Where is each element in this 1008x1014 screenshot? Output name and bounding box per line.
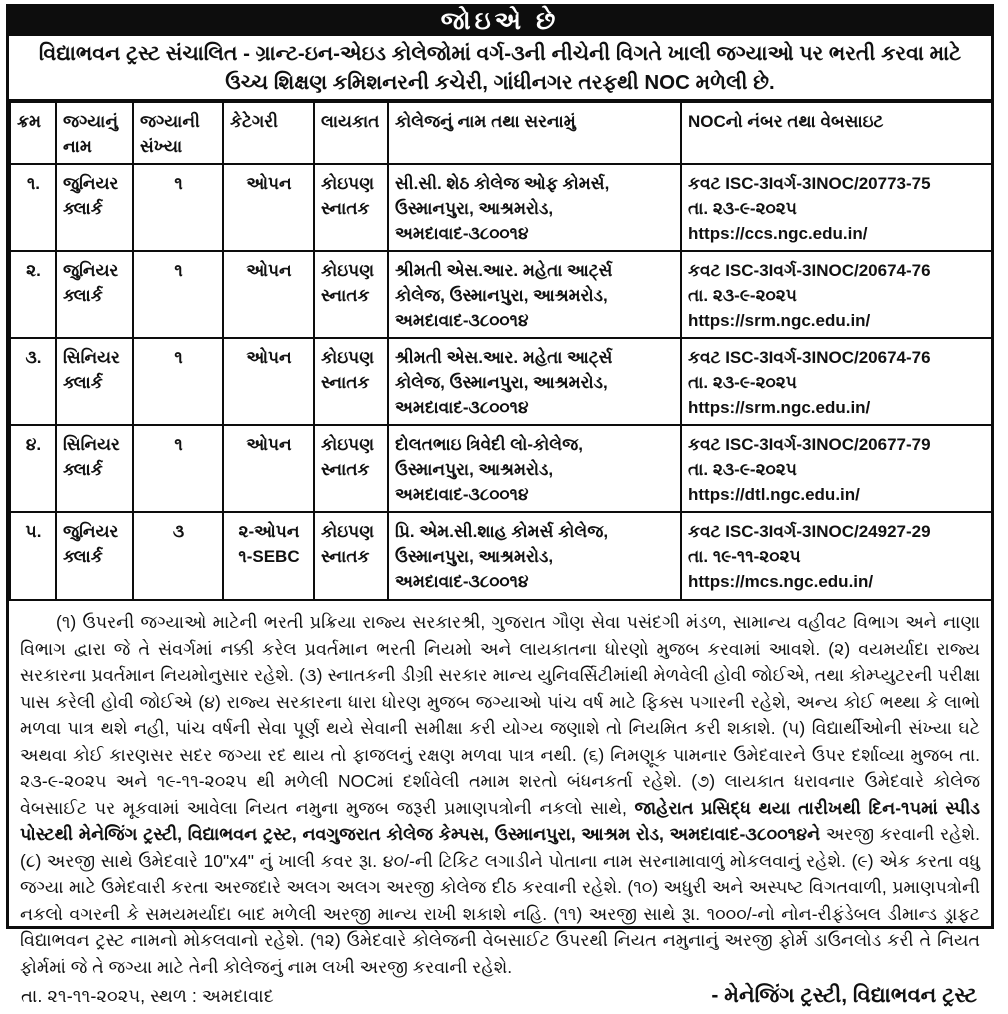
cell-post-name: સિનિયર ક્લાર્ક	[56, 425, 133, 512]
cell-college-address: શ્રીમતી એસ.આર. મહેતા આર્ટ્સ કોલેજ, ઉસ્માનપુરા, આશ્રમરોડ, અમદાવાદ-૩૮૦૦૧૪	[388, 251, 681, 338]
cell-post-name: સિનિયર ક્લાર્ક	[56, 338, 133, 425]
table-row	[10, 512, 992, 600]
cell-category: ઓપન	[223, 338, 314, 425]
header-college: કોલેજનું નામ તથા સરનામું	[388, 102, 681, 164]
cell-category: ઓપન	[223, 251, 314, 338]
cell-post-count: ૩	[133, 512, 223, 600]
table-header-row	[10, 102, 992, 164]
cell-post-count: ૧	[133, 164, 223, 251]
date-and-place: તા. ૨૧-૧૧-૨૦૨૫, સ્થળ : અમદાવાદ	[21, 986, 274, 1006]
cell-post-name: જુનિયર ક્લાર્ક	[56, 512, 133, 600]
cell-college-address: સી.સી. શેઠ કોલેજ ઓફ કોમર્સ, ઉસ્માનપુરા, આશ્રમરોડ, અમદાવાદ-૩૮૦૦૧૪	[388, 164, 681, 251]
vacancy-table	[9, 101, 993, 601]
table-row	[10, 164, 992, 251]
cell-serial: ૪.	[10, 425, 56, 512]
cell-post-count: ૧	[133, 338, 223, 425]
table-row	[10, 251, 992, 338]
table-row	[10, 338, 992, 425]
cell-noc-details: કવટ ISC-3Iવર્ગ-3INOC/20773-75 તા. ૨૩-૯-૨૦૨૫ https://ccs.ngc.edu.in/	[681, 164, 992, 251]
table-row	[10, 425, 992, 512]
cell-qualification: કોઇપણ સ્નાતક	[314, 512, 388, 600]
header-qualification: લાયકાત	[314, 102, 388, 164]
cell-college-address: શ્રીમતી એસ.આર. મહેતા આર્ટ્સ કોલેજ, ઉસ્માનપુરા, આશ્રમરોડ, અમદાવાદ-૩૮૦૦૧૪	[388, 338, 681, 425]
notes-text-1: (૧) ઉપરની જગ્યાઓ માટેની ભરતી પ્રક્રિયા રાજ્ય સરકારશ્રી, ગુજરાત ગૌણ સેવા પસંદગી મંડળ, સામાન્ય વહીવટ વિભાગ અને નાણા વિભાગ દ્વારા જે તે સંવર્ગમાં નક્કી કરેલ પ્રવર્તમાન ભરતી નિયમો અને લાયકાતના ધોરણો મુજબ કરવામાં આવશે. (૨) વયમર્યાદા રાજ્ય સરકારના પ્રવર્તમાન નિયમોનુસાર રહેશે. (૩) સ્નાતકની ડીગ્રી સરકાર માન્ય યુનિવર્સિટીમાંથી મેળવેલી હોવી જોઈએ, તથા કોમ્પ્યુટરની પરીક્ષા પાસ કરેલી હોવી જોઈએ (૪) રાજ્ય સરકારના ધારા ધોરણ મુજબ જગ્યાઓ પાંચ વર્ષ માટે ફિક્સ પગારની રહેશે, અન્ય કોઈ ભથ્થા કે લાભો મળવા પાત્ર થશે નહી, પાંચ વર્ષની સેવા પૂર્ણ થયે સેવાની સમીક્ષા કરી યોગ્ય જણાશે તો નિયમિત કરી શકાશે. (૫) વિદ્યાર્થીઓની સંખ્યા ઘટે અથવા કોઈ કારણસર સદર જગ્યા રદ થાય તો ફાજલનું રક્ષણ મળવા પાત્ર નથી. (૬) નિમણૂક પામનાર ઉમેદવારને ઉપર દર્શાવ્યા મુજબ તા. ૨૩-૯-૨૦૨૫ અને ૧૯-૧૧-૨૦૨૫ થી મળેલી NOCમાં દર્શાવેલી તમામ શરતો બંધનકર્તા રહેશે. (૭) લાયકાત ધરાવનાર ઉમેદવારે કોલેજ વેબસાઈટ પર મૂકવામાં આવેલા નિયત નમુના મુજબ જરૂરી પ્રમાણપત્રોની નકલો સાથે,	[20, 612, 980, 818]
cell-qualification: કોઇપણ સ્નાતક	[314, 164, 388, 251]
cell-post-name: જુનિયર ક્લાર્ક	[56, 164, 133, 251]
cell-noc-details: કવટ ISC-3Iવર્ગ-3INOC/20677-79 તા. ૨૩-૯-૨૦૨૫ https://dtl.ngc.edu.in/	[681, 425, 992, 512]
cell-post-name: જુનિયર ક્લાર્ક	[56, 251, 133, 338]
cell-category: ૨-ઓપન ૧-SEBC	[223, 512, 314, 600]
cell-category: ઓપન	[223, 164, 314, 251]
cell-noc-details: કવટ ISC-3Iવર્ગ-3INOC/20674-76 તા. ૨૩-૯-૨૦૨૫ https://srm.ngc.edu.in/	[681, 338, 992, 425]
cell-serial: ૩.	[10, 338, 56, 425]
cell-college-address: દોલતભાઇ ત્રિવેદી લો-કોલેજ, ઉસ્માનપુરા, આશ્રમરોડ, અમદાવાદ-૩૮૦૦૧૪	[388, 425, 681, 512]
cell-college-address: પ્રિ. એમ.સી.શાહ કોમર્સ કોલેજ, ઉસ્માનપુરા, આશ્રમરોડ, અમદાવાદ-૩૮૦૦૧૪	[388, 512, 681, 600]
cell-qualification: કોઇપણ સ્નાતક	[314, 338, 388, 425]
terms-and-conditions	[9, 601, 991, 984]
cell-post-count: ૧	[133, 425, 223, 512]
header-noc: NOCનો નંબર તથા વેબસાઇટ	[681, 102, 992, 164]
cell-noc-details: કવટ ISC-3Iવર્ગ-3INOC/24927-29 તા. ૧૯-૧૧-૨૦૨૫ https://mcs.ngc.edu.in/	[681, 512, 992, 600]
page-title: જોઇએ છે	[440, 7, 560, 35]
cell-qualification: કોઇપણ સ્નાતક	[314, 425, 388, 512]
header-category: કેટેગરી	[223, 102, 314, 164]
intro-text: વિદ્યાભવન ટ્રસ્ટ સંચાલિત - ગ્રાન્ટ-ઇન-એઇડ કોલેજોમાં વર્ગ-૩ની નીચેની વિગતે ખાલી જગ્યાઓ પર ભરતી કરવા માટે ઉચ્ચ શિક્ષણ કમિશનરની કચેરી, ગાંધીનગર તરફથી NOC મળેલી છે.	[9, 36, 991, 101]
cell-noc-details: કવટ ISC-3Iવર્ગ-3INOC/20674-76 તા. ૨૩-૯-૨૦૨૫ https://srm.ngc.edu.in/	[681, 251, 992, 338]
notes-text-2: અરજી કરવાની રહેશે. (૮) અરજી સાથે ઉમેદવારે 10"x4" નું ખાલી કવર રૂા. ૪૦/-ની ટિકિટ લગાડીને પોતાના નામ સરનામાવાળું મોકલવાનું રહેશે. (૯) એક કરતા વધુ જગ્યા માટે ઉમેદવારી કરતા અરજદારે અલગ અલગ અરજી કોલેજ દીઠ કરવાની રહેશે. (૧૦) અધુરી અને અસ્પષ્ટ વિગતવાળી, પ્રમાણપત્રોની નકલો વગરની કે સમયમર્યાદા બાદ મળેલી અરજી માન્ય રાખી શકાશે નહિ. (૧૧) અરજી સાથે રૂા. ૧૦૦૦/-નો નોન-રીફંડેબલ ડીમાન્ડ ડ્રાફટ વિદ્યાભવન ટ્રસ્ટ નામનો મોકલવાનો રહેશે. (૧૨) ઉમેદવારે કોલેજની વેબસાઈટ ઉપરથી નિયત નમુનાનું અરજી ફોર્મ ડાઉનલોડ કરી તે નિયત ફોર્મમાં જે તે જગ્યા માટે તેની કોલેજનું નામ લખી અરજી કરવાની રહેશે.	[20, 824, 980, 977]
footer-row	[9, 984, 991, 1014]
cell-post-count: ૧	[133, 251, 223, 338]
cell-category: ઓપન	[223, 425, 314, 512]
notes-text-bold: જાહેરાત પ્રસિદ્ધ થયા તારીખથી દિન-૧૫માં સ્પીડ પોસ્ટથી મેનેજિંગ ટ્રસ્ટી, વિદ્યાભવન ટ્રસ્ટ, નવગુજરાત કોલેજ કેમ્પસ, ઉસ્માનપુરા, આશ્રમ રોડ, અમદાવાદ-૩૮૦૦૧૪ને	[20, 797, 980, 844]
header-post-name: જગ્યાનું નામ	[56, 102, 133, 164]
cell-serial: ૧.	[10, 164, 56, 251]
cell-qualification: કોઇપણ સ્નાતક	[314, 251, 388, 338]
signature: - મેનેજિંગ ટ્રસ્ટી, વિદ્યાભવન ટ્રસ્ટ	[711, 984, 977, 1007]
header-post-count: જગ્યાની સંખ્યા	[133, 102, 223, 164]
cell-serial: ૨.	[10, 251, 56, 338]
advertisement-box	[6, 4, 994, 1007]
title-bar	[9, 7, 991, 36]
cell-serial: ૫.	[10, 512, 56, 600]
header-serial: ક્રમ	[10, 102, 56, 164]
